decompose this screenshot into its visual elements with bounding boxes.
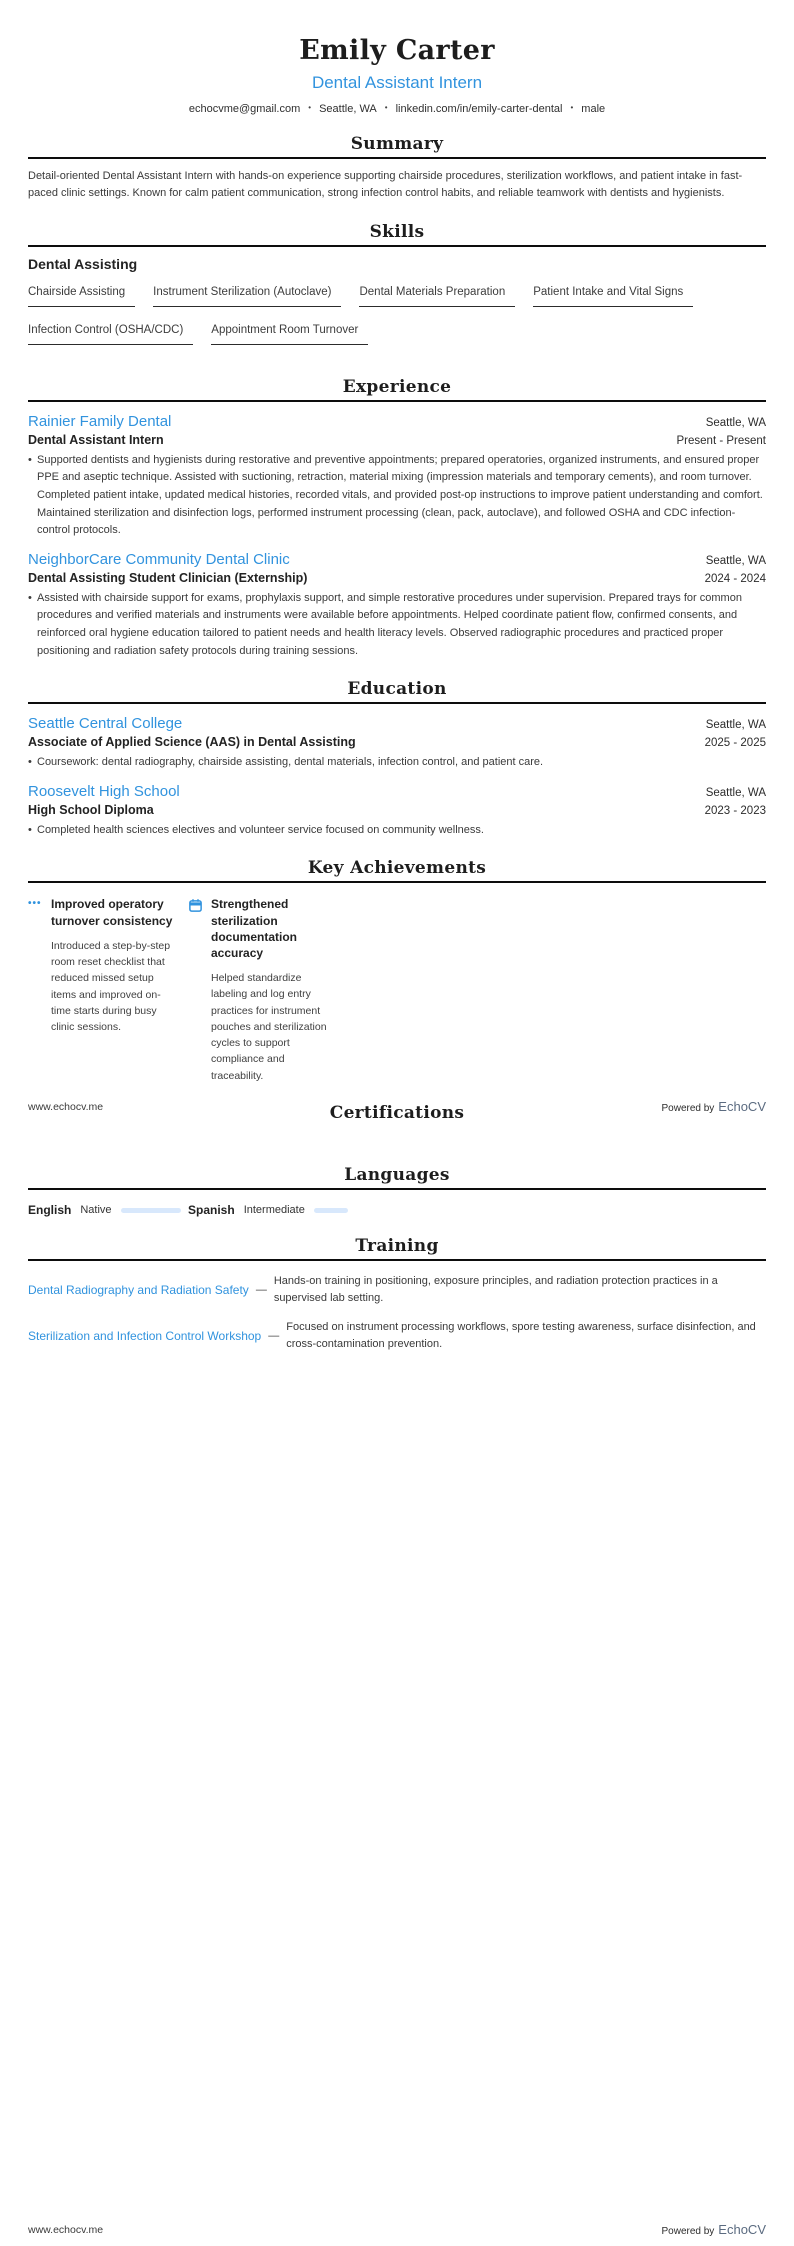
achievement-item [28, 896, 188, 1084]
section-education [28, 679, 766, 839]
section-languages [28, 1165, 766, 1217]
achievement-description: Helped standardize labeling and log entry practices for instrument pouches and sterilization cycles to support compliance and traceability. [211, 972, 327, 1082]
echocv-brand-link[interactable]: EchoCV [718, 1099, 766, 1114]
education-bullet: • Completed health sciences electives and volunteer service focused on community wellness. [28, 822, 766, 840]
language-name: Spanish [188, 1203, 235, 1217]
candidate-title: Dental Assistant Intern [311, 72, 483, 92]
degree: Associate of Applied Science (AAS) in Dental Assisting [28, 735, 356, 750]
school-location: Seattle, WA [705, 719, 766, 732]
powered-by: Powered by EchoCV [661, 2222, 766, 2237]
section-rule [28, 157, 766, 159]
company-location: Seattle, WA [705, 416, 766, 429]
language-name: English [28, 1203, 72, 1217]
footer-site-link[interactable]: www.echocv.me [28, 2223, 104, 2236]
contact-row [28, 103, 766, 115]
powered-by: Powered by EchoCV [661, 1099, 766, 1114]
language-level: Intermediate [243, 1204, 305, 1216]
degree: High School Diploma [28, 802, 154, 817]
bullet-dot-icon: • [28, 591, 32, 604]
job-dates: Present - Present [676, 434, 766, 447]
contact-separator: • [384, 102, 388, 112]
section-training [28, 1236, 766, 1353]
training-item [28, 1273, 766, 1307]
contact-location: Seattle, WA [319, 102, 377, 115]
school-name: Roosevelt High School [28, 782, 180, 800]
ellipsis-icon: ••• [28, 898, 42, 910]
job-role: Dental Assistant Intern [28, 432, 164, 447]
achievements-heading: Key Achievements [307, 858, 487, 879]
education-dates: 2025 - 2025 [704, 737, 766, 750]
achievement-grid [28, 896, 766, 1084]
education-dates: 2023 - 2023 [704, 804, 766, 817]
school-location: Seattle, WA [705, 786, 766, 799]
company-location: Seattle, WA [705, 554, 766, 567]
language-item [28, 1203, 188, 1217]
job-bullet: • Assisted with chairside support for exams, prophylaxis support, and simple restorative procedures under supervision. Prepared trays for common procedures and verified materials and instruments were available before appointments. Helped coordinate patient flow, confirmed consents, and reinforced oral hygiene education tailored to patient needs and health literacy levels. Observed radiographic procedures and practiced proper positioning and radiation safety protocols during training sessions. [28, 590, 766, 660]
certifications-heading: Certifications [329, 1103, 465, 1123]
page-footer [28, 2222, 766, 2237]
summary-heading: Summary [350, 133, 444, 154]
contact-linkedin-link[interactable]: linkedin.com/in/emily-carter-dental [395, 102, 563, 115]
training-item [28, 1319, 766, 1353]
contact-email: echocvme@gmail.com [188, 102, 301, 115]
section-rule [28, 245, 766, 247]
bullet-dot-icon: • [28, 823, 32, 836]
bullet-dot-icon: • [28, 756, 32, 769]
section-rule [28, 881, 766, 883]
company-name: NeighborCare Community Dental Clinic [28, 550, 290, 568]
section-experience [28, 377, 766, 660]
contact-separator: • [570, 102, 574, 112]
job-dates: 2024 - 2024 [704, 572, 766, 585]
training-description: Focused on instrument processing workflows, spore testing awareness, surface disinfection, and cross-contamination prevention. [286, 1321, 756, 1351]
education-bullet: • Coursework: dental radiography, chairside assisting, dental materials, infection control, and patient care. [28, 754, 766, 772]
section-rule [28, 1188, 766, 1190]
language-level: Native [80, 1204, 112, 1216]
experience-heading: Experience [342, 376, 452, 397]
job-bullet: • Supported dentists and hygienists during restorative and preventive appointments; prepared operatories, organized instruments, and ensured proper PPE and aseptic technique. Assisted with suctioning, retraction, material mixing (impression materials and temporary cements), and room turnover. Completed patient intake, updated medical histories, recorded vitals, and provided post-op instructions to improve patient understanding and comfort. Maintained sterilization and disinfection logs, performed instrument processing (clean, pack, autoclave), and followed OSHA and CDC infection-control protocols. [28, 452, 766, 540]
training-dash: — [268, 1330, 280, 1343]
section-rule [28, 1259, 766, 1261]
achievement-title: Improved operatory turnover consistency [51, 897, 173, 928]
education-entry [28, 783, 766, 840]
education-heading: Education [347, 679, 447, 700]
summary-text: Detail-oriented Dental Assistant Intern with hands-on experience supporting chairside procedures, sterilization workflows, and patient intake in fast-paced clinic settings. Known for calm patient communication, strong infection control habits, and reliable teamwork with dentists and hygienists. [28, 169, 743, 200]
echocv-brand-link[interactable]: EchoCV [718, 2222, 766, 2237]
contact-gender: male [581, 102, 606, 115]
achievement-description: Introduced a step-by-step room reset checklist that reduced missed setup items and improved on-time starts during busy clinic sessions. [51, 939, 171, 1034]
education-entry [28, 715, 766, 772]
skills-heading: Skills [369, 221, 425, 242]
training-title-link[interactable]: Dental Radiography and Radiation Safety [28, 1283, 249, 1298]
training-description: Hands-on training in positioning, exposure principles, and radiation protection practices in a supervised lab setting. [273, 1275, 718, 1305]
section-rule [28, 400, 766, 402]
section-summary [28, 134, 766, 203]
section-key-achievements [28, 858, 766, 1084]
experience-entry [28, 551, 766, 660]
training-heading: Training [355, 1236, 439, 1256]
training-dash: — [255, 1284, 267, 1297]
candidate-name: Emily Carter [299, 35, 495, 66]
footer-site-link[interactable]: www.echocv.me [28, 1100, 104, 1113]
language-bar [121, 1208, 181, 1213]
skill-tag: Infection Control (OSHA/CDC) [28, 324, 193, 345]
company-name: Rainier Family Dental [28, 412, 172, 430]
contact-separator: • [308, 102, 312, 112]
skill-tag: Patient Intake and Vital Signs [533, 286, 693, 307]
skill-tag: Dental Materials Preparation [359, 286, 515, 307]
section-skills [28, 222, 766, 358]
training-title-link[interactable]: Sterilization and Infection Control Workshop [28, 1329, 262, 1344]
skill-tag: Appointment Room Turnover [211, 324, 368, 345]
languages-heading: Languages [344, 1165, 450, 1185]
achievement-title: Strengthened sterilization documentation accuracy [211, 897, 297, 960]
achievement-item [188, 896, 348, 1084]
section-rule [28, 702, 766, 704]
page-footer [28, 1099, 766, 1114]
job-role: Dental Assisting Student Clinician (Externship) [28, 570, 308, 585]
experience-entry [28, 413, 766, 540]
skill-tag: Chairside Assisting [28, 286, 135, 307]
skill-category: Dental Assisting [28, 255, 138, 272]
language-item [188, 1203, 348, 1217]
calendar-icon [188, 896, 211, 1084]
school-name: Seattle Central College [28, 715, 183, 733]
skill-tag-list [28, 282, 766, 358]
bullet-dot-icon: • [28, 453, 32, 466]
skill-tag: Instrument Sterilization (Autoclave) [153, 286, 341, 307]
language-bar [314, 1208, 348, 1213]
language-list [28, 1203, 766, 1217]
resume-page-2 [0, 1123, 794, 2246]
